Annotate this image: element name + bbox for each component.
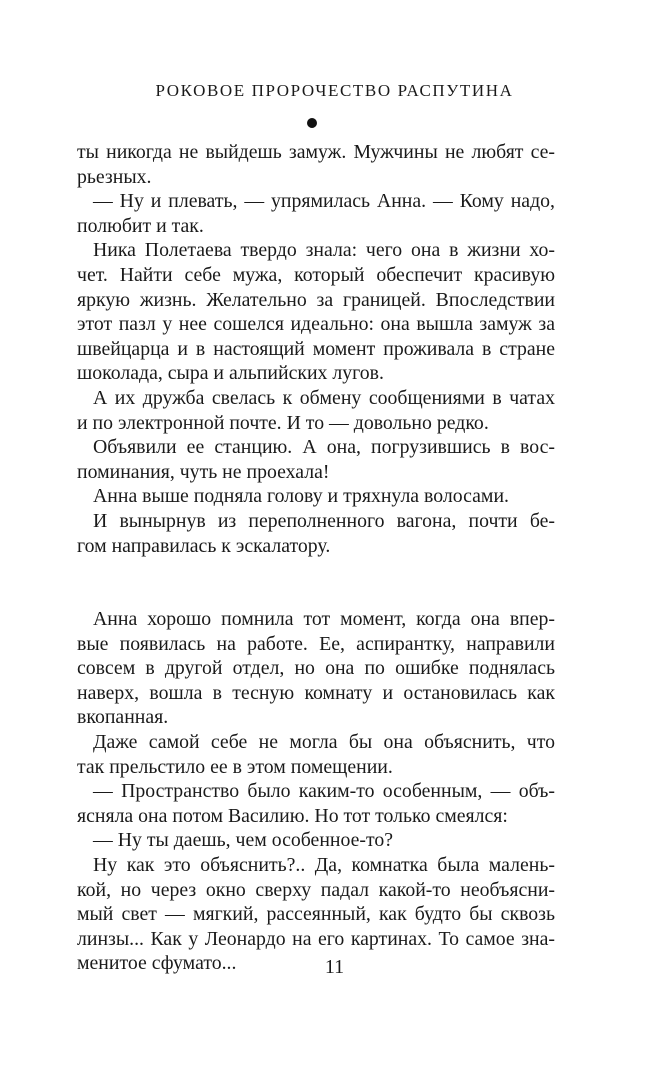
bullet-ornament-icon <box>307 118 317 128</box>
body-text <box>77 140 555 976</box>
section-break <box>77 558 555 607</box>
text-line: так прельстило ее в этом помещении. <box>77 755 393 778</box>
text-line: менитое сфумато... <box>77 952 237 975</box>
text-line: Объявили ее станцию. А она, погрузившись в вос- <box>93 436 555 459</box>
text-line: совсем в другой отдел, но она по ошибке поднялась <box>77 657 555 680</box>
text-line: наверх, вошла в тесную комнату и остановилась как <box>77 681 555 704</box>
text-line: — Ну и плевать, — упрямилась Анна. — Кому надо, <box>93 190 555 213</box>
text-line: линзы... Как у Леонардо на его картинах. То самое зна- <box>77 927 555 950</box>
text-section-two <box>77 607 555 976</box>
text-line: Анна хорошо помнила тот момент, когда она впер- <box>93 608 555 631</box>
text-line: чет. Найти себе мужа, который обеспечит красивую <box>77 263 555 286</box>
text-line: Ника Полетаева твердо знала: чего она в жизни хо- <box>93 239 555 262</box>
text-line: И вынырнув из переполненного вагона, почти бе- <box>93 509 555 532</box>
text-line: — Пространство было каким-то особенным, — объ- <box>93 780 555 803</box>
running-header: РОКОВОЕ ПРОРОЧЕСТВО РАСПУТИНА <box>155 81 514 100</box>
text-line: Даже самой себе не могла бы она объяснить, что <box>93 731 555 754</box>
text-line: этот пазл у нее сошелся идеально: она вышла замуж за <box>77 313 555 336</box>
text-line: А их дружба свелась к обмену сообщениями в чатах <box>93 386 555 409</box>
text-line: поминания, чуть не проехала! <box>77 460 330 483</box>
text-line: шоколада, сыра и альпийских лугов. <box>77 362 384 385</box>
text-section-one <box>77 140 555 558</box>
text-line: яркую жизнь. Желательно за границей. Впоследствии <box>77 288 555 311</box>
text-line: Анна выше подняла голову и тряхнула волосами. <box>93 485 509 508</box>
text-line: швейцарца и в настоящий момент проживала в стране <box>77 337 555 360</box>
text-line: Ну как это объяснить?.. Да, комнатка была малень- <box>93 854 555 877</box>
text-line: гом направилась к эскалатору. <box>77 534 331 557</box>
text-line: вые появилась на работе. Ее, аспирантку, направили <box>77 632 555 655</box>
text-line: полюбит и так. <box>77 214 204 237</box>
text-line: кой, но через окно сверху падал какой-то необъясни- <box>77 878 555 901</box>
text-line: мый свет — мягкий, рассеянный, как будто бы сквозь <box>77 903 555 926</box>
text-line: и по электронной почте. И то — довольно редко. <box>77 411 489 434</box>
text-line: вкопанная. <box>77 706 169 729</box>
text-line: рьезных. <box>77 165 152 188</box>
text-line: ясняла она потом Василию. Но тот только смеялся: <box>77 804 508 827</box>
page-number: 11 <box>324 956 345 978</box>
text-line: — Ну ты даешь, чем особенное-то? <box>93 829 394 852</box>
text-line: ты никогда не выйдешь замуж. Мужчины не любят се- <box>77 141 555 163</box>
